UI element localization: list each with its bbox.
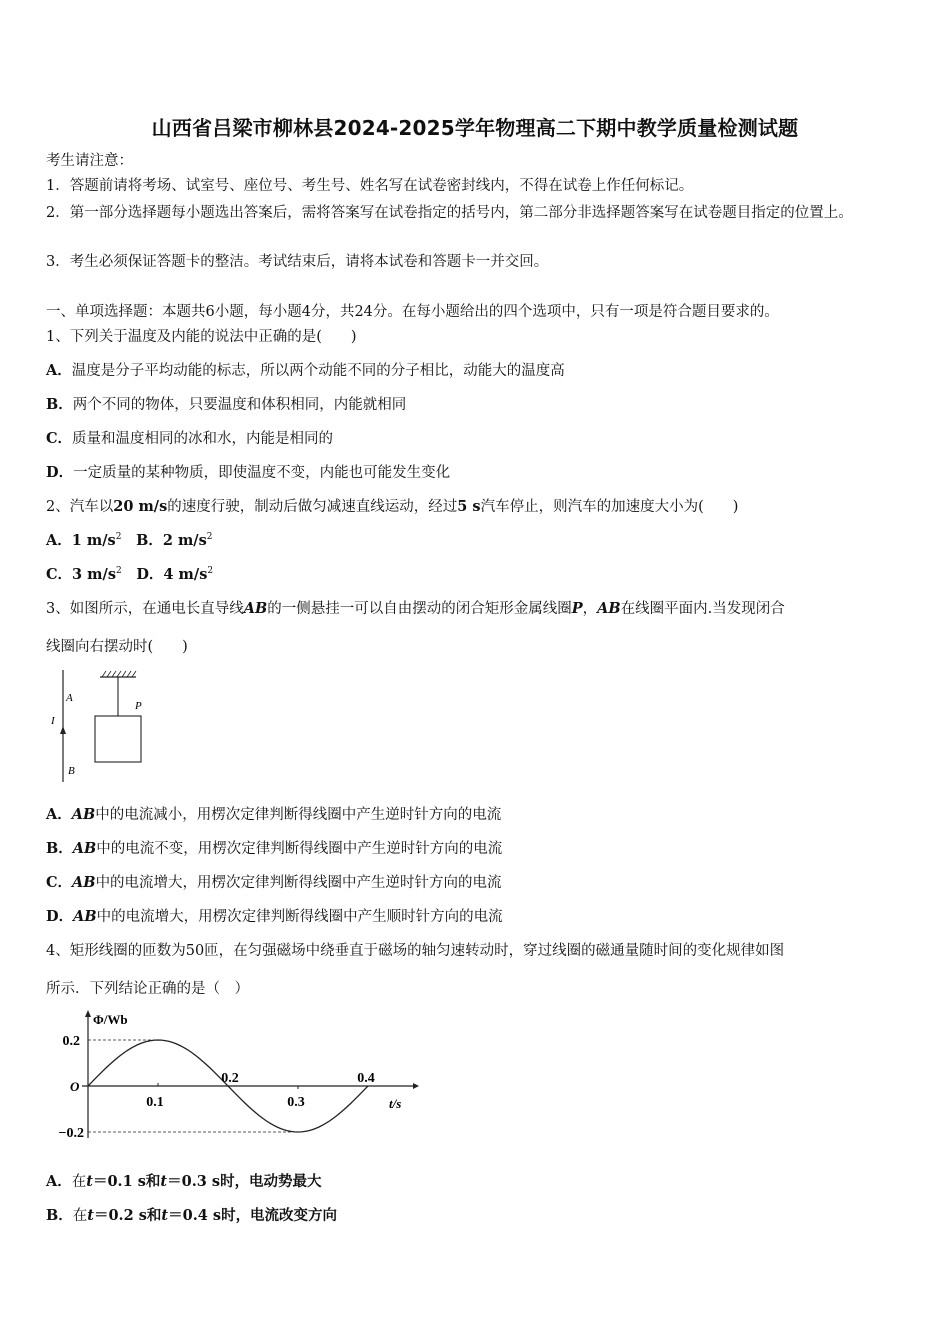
q2-option-c: 3 m/s (72, 566, 116, 583)
q3-option-c: C．AB中的电流增大，用楞次定律判断得线圈中产生逆时针方向的电流 (46, 874, 502, 891)
current-arrow-icon (60, 726, 66, 734)
option-letter: A． (46, 362, 72, 379)
option-letter: C． (46, 430, 73, 447)
origin-label: O (70, 1079, 80, 1094)
y-tick-label: 0.2 (62, 1034, 80, 1049)
q4-option-b: B．在t＝0.2 s和t＝0.4 s时，电流改变方向 (46, 1207, 338, 1224)
question-1-stem: 1、下列关于温度及内能的说法中正确的是( ) (46, 329, 357, 345)
q4-option-a: A．在t＝0.1 s和t＝0.3 s时，电动势最大 (46, 1173, 322, 1190)
q2-options-row: A．1 $m/s^2$ B．2 $m/s^2$ (46, 532, 213, 549)
option-text: 中的电流增大，用楞次定律判断得线圈中产生顺时针方向的电流 (96, 909, 503, 925)
notice-item: 3．考生必须保证答题卡的整洁。考试结束后，请将本试卷和答题卡一并交回。 (46, 254, 549, 270)
question-3-stem-cont: 线圈向右摆动时( ) (46, 639, 188, 655)
y-tick-label: −0.2 (58, 1126, 84, 1141)
coil-p (95, 716, 141, 762)
option-text: 中的电流减小，用楞次定律判断得线圈中产生逆时针方向的电流 (95, 807, 502, 823)
q1-option-c (46, 429, 333, 449)
x-tick-label: 0.1 (146, 1095, 164, 1110)
question-2-stem: 2、汽车以20 m/s的速度行驶，制动后做匀减速直线运动，经过5 s汽车停止，则汽车的加速度大小为( ) (46, 498, 739, 515)
notice-item: 1．答题前请将考场、试室号、座位号、考生号、姓名写在试卷密封线内，不得在试卷上作任何标记。 (46, 178, 694, 194)
wire-coil-figure (46, 668, 166, 786)
page-title: 山西省吕梁市柳林县2024-2025学年物理高二下期中教学质量检测试题 (151, 116, 799, 140)
x-tick-label: 0.2 (221, 1071, 239, 1086)
notice-heading: 考生请注意： (46, 153, 133, 169)
question-4-stem: 4、矩形线圈的匝数为50匝，在匀强磁场中绕垂直于磁场的轴匀速转动时，穿过线圈的磁通量随时间的变化规律如图 (46, 943, 785, 959)
q2-option-b: 2 m/s (162, 532, 207, 549)
option-text: 一定质量的某种物质，即使温度不变，内能也可能发生变化 (73, 465, 451, 481)
option-text: 质量和温度相同的冰和水，内能是相同的 (72, 431, 334, 447)
q2-options-row: C．3 $m/s^2$ D．4 $m/s^2$ (46, 566, 214, 583)
y-axis-label: Φ/Wb (93, 1012, 128, 1027)
q1-option-d (46, 463, 450, 483)
q1-option-a (46, 361, 565, 381)
question-3-stem: 3、如图所示，在通电长直导线AB的一侧悬挂一可以自由摆动的闭合矩形金属线圈P，AB在线圈平面内.当发现闭合 (46, 600, 785, 617)
q3-option-a: A．AB中的电流减小，用楞次定律判断得线圈中产生逆时针方向的电流 (46, 806, 502, 823)
x-tick-label: 0.4 (357, 1071, 375, 1086)
q3-option-b: B．AB中的电流不变，用楞次定律判断得线圈中产生逆时针方向的电流 (46, 840, 503, 857)
option-letter: B． (46, 396, 73, 413)
option-text: 温度是分子平均动能的标志，所以两个动能不同的分子相比，动能大的温度高 (71, 363, 565, 379)
q2-option-d: 4 m/s (163, 566, 208, 583)
question-4-stem-cont: 所示．下列结论正确的是（ ） (46, 981, 249, 997)
label-p: P (135, 700, 142, 712)
label-a: A (66, 692, 73, 704)
option-text: 两个不同的物体，只要温度和体积相同，内能就相同 (72, 397, 407, 413)
option-letter: D． (46, 464, 74, 481)
y-axis-arrow-icon (85, 1010, 91, 1017)
option-text: 中的电流增大，用楞次定律判断得线圈中产生逆时针方向的电流 (95, 875, 502, 891)
q2-option-a: 1 m/s (71, 532, 116, 549)
q1-option-b (46, 395, 406, 415)
x-axis-arrow-icon (413, 1083, 419, 1089)
notice-item: 2．第一部分选择题每小题选出答案后，需将答案写在试卷指定的括号内，第二部分非选择题答案写在试卷题目指定的位置上。 (46, 205, 853, 221)
label-i: I (51, 715, 55, 727)
label-b: B (68, 765, 75, 777)
ceiling-hatch (102, 671, 136, 677)
option-text: 中的电流不变，用楞次定律判断得线圈中产生逆时针方向的电流 (96, 841, 503, 857)
q3-option-d: D．AB中的电流增大，用楞次定律判断得线圈中产生顺时针方向的电流 (46, 908, 503, 925)
x-axis-label: t/s (389, 1096, 402, 1111)
section-heading: 一、单项选择题：本题共6小题，每小题4分，共24分。在每小题给出的四个选项中，只有一项是符合题目要求的。 (46, 304, 779, 320)
flux-chart (46, 1008, 402, 1144)
x-tick-label: 0.3 (287, 1095, 305, 1110)
